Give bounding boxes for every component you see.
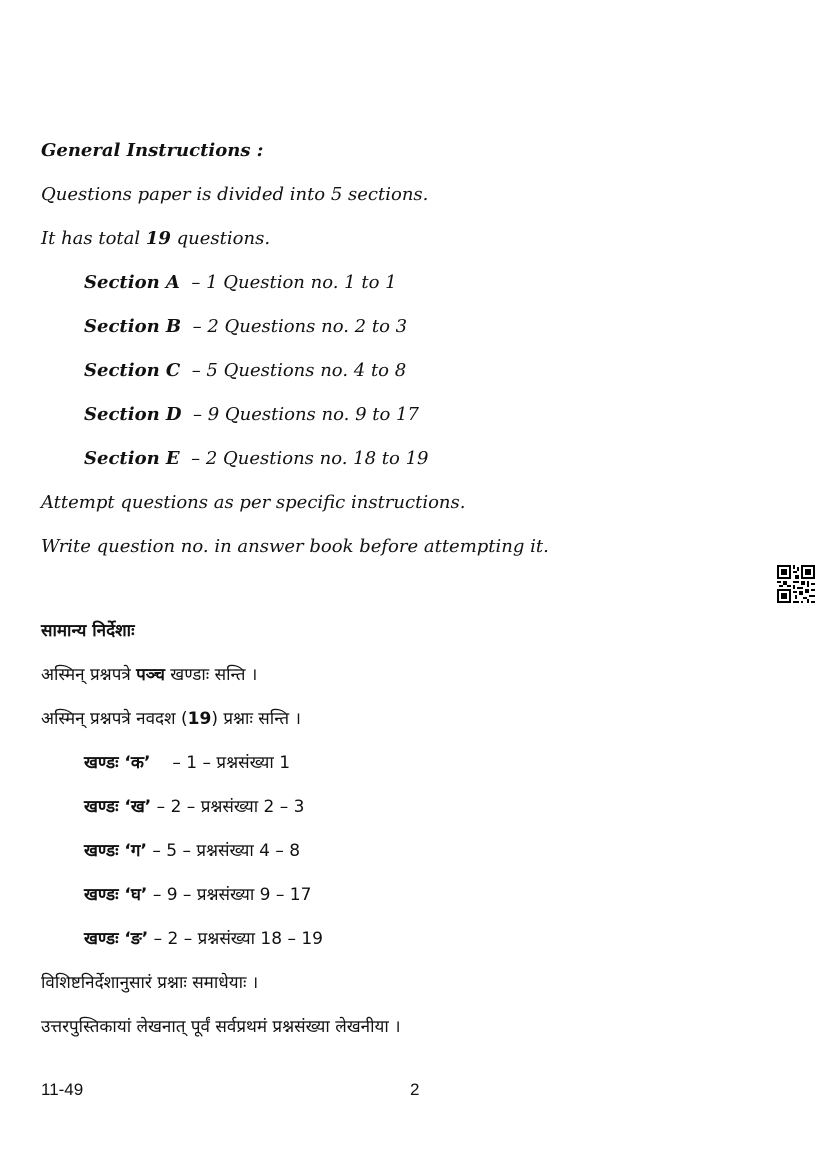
section-desc: – 2 Questions no. 2 to 3 bbox=[192, 316, 408, 337]
section-desc: – 9 – प्रश्नसंख्या 9 – 17 bbox=[152, 885, 312, 905]
english-heading: General Instructions : bbox=[41, 140, 264, 161]
section-name: Section C bbox=[84, 360, 181, 381]
hindi-instruction-4: उत्तरपुस्तिकायां लेखनात् पूर्वं सर्वप्रथमं प्रश्नसंख्या लेखनीया । bbox=[41, 1017, 401, 1037]
text: ) प्रश्नाः सन्ति । bbox=[211, 709, 301, 729]
hindi-instruction-3: विशिष्टनिर्देशानुसारं प्रश्नाः समाधेयाः । bbox=[41, 973, 259, 993]
section-row bbox=[84, 751, 290, 775]
english-instruction-3: Attempt questions as per specific instructions. bbox=[41, 492, 466, 513]
section-row bbox=[84, 883, 311, 907]
total-questions: 19 bbox=[187, 709, 212, 729]
section-desc: – 2 – प्रश्नसंख्या 18 – 19 bbox=[153, 929, 323, 949]
section-row bbox=[84, 315, 407, 339]
section-name: Section D bbox=[84, 404, 182, 425]
hindi-heading: सामान्य निर्देशाः bbox=[41, 621, 135, 641]
section-name: खण्डः ‘घ’ bbox=[84, 885, 148, 905]
english-instruction-4: Write question no. in answer book before attempting it. bbox=[41, 536, 549, 557]
english-instruction-1: Questions paper is divided into 5 sections. bbox=[41, 184, 429, 205]
paper-code: 11-49 bbox=[41, 1080, 84, 1099]
section-desc: – 1 – प्रश्नसंख्या 1 bbox=[172, 753, 291, 773]
english-instruction-2 bbox=[41, 227, 270, 251]
section-name: खण्डः ‘ख’ bbox=[84, 797, 152, 817]
section-name: खण्डः ‘ग’ bbox=[84, 841, 147, 861]
section-desc: – 2 Questions no. 18 to 19 bbox=[191, 448, 429, 469]
section-name: Section A bbox=[84, 272, 180, 293]
section-desc: – 1 Question no. 1 to 1 bbox=[191, 272, 397, 293]
section-row bbox=[84, 839, 300, 863]
hindi-instruction-2 bbox=[41, 707, 301, 731]
section-desc: – 9 Questions no. 9 to 17 bbox=[193, 404, 419, 425]
section-desc: – 2 – प्रश्नसंख्या 2 – 3 bbox=[156, 797, 305, 817]
text: खण्डाः सन्ति । bbox=[164, 665, 258, 685]
section-desc: – 5 – प्रश्नसंख्या 4 – 8 bbox=[152, 841, 301, 861]
total-questions: 19 bbox=[145, 228, 171, 249]
section-row bbox=[84, 447, 429, 471]
section-row bbox=[84, 359, 406, 383]
section-name: खण्डः ‘ङ’ bbox=[84, 929, 149, 949]
section-row bbox=[84, 271, 397, 295]
text: It has total bbox=[41, 228, 146, 249]
qr-code-icon bbox=[777, 565, 815, 603]
section-count: पञ्च bbox=[136, 665, 165, 685]
text: अस्मिन् प्रश्नपत्रे bbox=[41, 665, 137, 685]
text: questions. bbox=[170, 228, 271, 249]
section-row bbox=[84, 403, 419, 427]
section-row bbox=[84, 795, 304, 819]
page-number: 2 bbox=[410, 1080, 420, 1099]
section-name: खण्डः ‘क’ bbox=[84, 753, 151, 773]
section-name: Section B bbox=[84, 316, 182, 337]
section-row bbox=[84, 927, 323, 951]
text: अस्मिन् प्रश्नपत्रे नवदश ( bbox=[41, 709, 188, 729]
section-desc: – 5 Questions no. 4 to 8 bbox=[191, 360, 407, 381]
section-name: Section E bbox=[84, 448, 180, 469]
hindi-instruction-1 bbox=[41, 663, 257, 687]
